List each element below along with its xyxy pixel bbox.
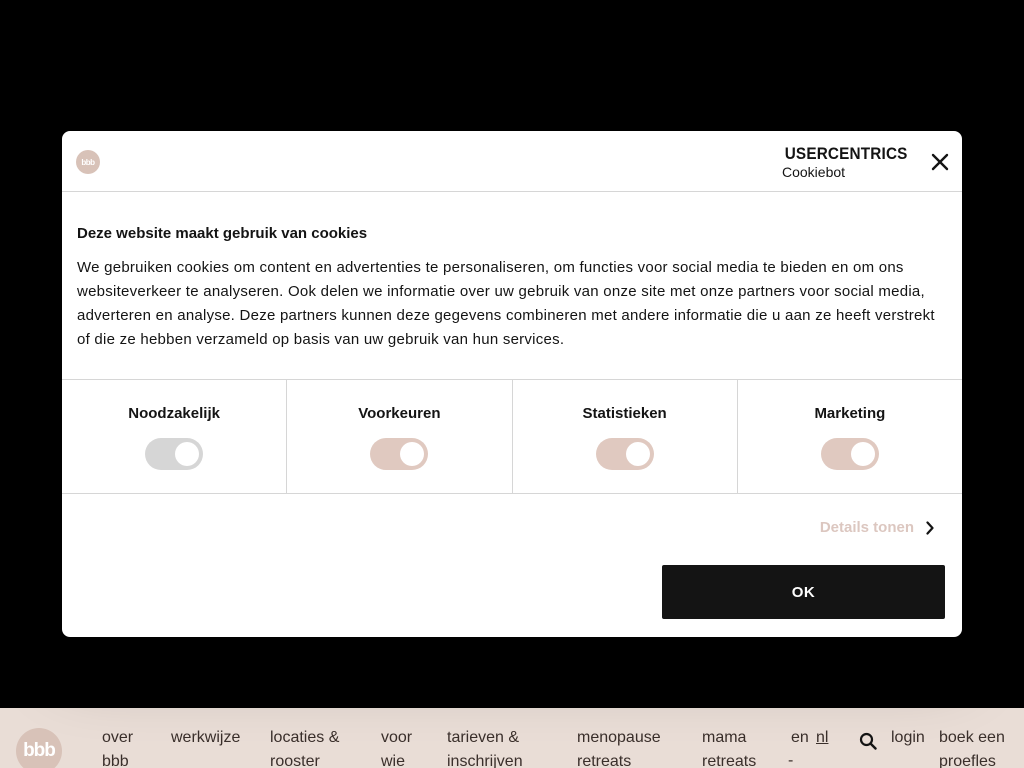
nav-login[interactable]: login <box>891 729 925 746</box>
nav-lang-separator: - <box>788 752 794 768</box>
brand-top <box>782 144 908 163</box>
brand-cookiebot-text: Cookiebot <box>782 164 846 180</box>
site-logo-text: bbb <box>23 740 55 761</box>
toggle-label-preferences: Voorkeuren <box>358 405 441 422</box>
nav-item-tarieven[interactable]: tarieven & inschrijven <box>447 729 523 768</box>
toggle-marketing-switch[interactable] <box>821 438 879 470</box>
chevron-right-icon <box>926 521 934 535</box>
site-logo-small-text: bbb <box>81 157 95 167</box>
toggle-cell-preferences <box>287 380 512 493</box>
toggle-necessary-switch <box>145 438 203 470</box>
nav-item-locaties[interactable]: locaties & rooster <box>270 729 340 768</box>
nav-lang-nl[interactable]: nl <box>816 729 829 746</box>
switch-knob <box>175 442 199 466</box>
switch-knob <box>626 442 650 466</box>
ok-button[interactable]: OK <box>662 565 945 619</box>
nav-item-voor-wie[interactable]: voor wie <box>381 729 413 768</box>
toggle-cell-statistics <box>513 380 738 493</box>
toggle-label-statistics: Statistieken <box>582 405 667 422</box>
site-logo-small <box>76 150 100 174</box>
site-logo[interactable] <box>16 728 62 768</box>
dialog-header <box>62 131 962 192</box>
nav-item-werkwijze[interactable]: werkwijze <box>171 729 241 746</box>
toggle-preferences-switch[interactable] <box>370 438 428 470</box>
nav-lang-en[interactable]: en <box>791 729 809 746</box>
switch-knob <box>851 442 875 466</box>
site-nav <box>0 708 1024 768</box>
nav-item-over-bbb[interactable]: over bbb <box>102 729 134 768</box>
search-icon[interactable] <box>859 732 877 750</box>
consent-toggles <box>62 380 962 494</box>
toggle-label-necessary: Noodzakelijk <box>128 405 220 422</box>
nav-item-mama[interactable]: mama retreats <box>702 729 757 768</box>
toggle-cell-marketing <box>738 380 962 493</box>
dialog-description: We gebruiken cookies om content en advertenties te personaliseren, om functies voor social media te bieden en om ons websiteverkeer te analyseren. Ook delen we informatie over uw gebruik van onze site met onze partners voor social media, adverteren en analyse. Deze partners kunnen deze gegevens combineren met andere informatie die u aan ze heeft verstrekt of die ze hebben verzameld op basis van uw gebruik van hun services. <box>77 259 935 348</box>
nav-item-menopause[interactable]: menopause retreats <box>577 729 661 768</box>
details-label: Details tonen <box>819 519 914 536</box>
toggle-cell-necessary <box>62 380 287 493</box>
switch-knob <box>400 442 424 466</box>
nav-cta-proefles[interactable]: boek een proefles <box>939 729 1005 768</box>
cookie-dialog <box>62 131 962 637</box>
toggle-statistics-switch[interactable] <box>596 438 654 470</box>
usercentrics-brand[interactable] <box>782 144 908 180</box>
dialog-body <box>62 192 962 380</box>
brand-usercentrics-text: USERCENTRICS <box>784 144 908 163</box>
toggle-label-marketing: Marketing <box>814 405 886 422</box>
details-row <box>62 494 962 564</box>
close-icon[interactable] <box>930 152 950 172</box>
dialog-title: Deze website maakt gebruik van cookies <box>77 225 368 242</box>
details-toggle-link[interactable] <box>820 518 934 538</box>
